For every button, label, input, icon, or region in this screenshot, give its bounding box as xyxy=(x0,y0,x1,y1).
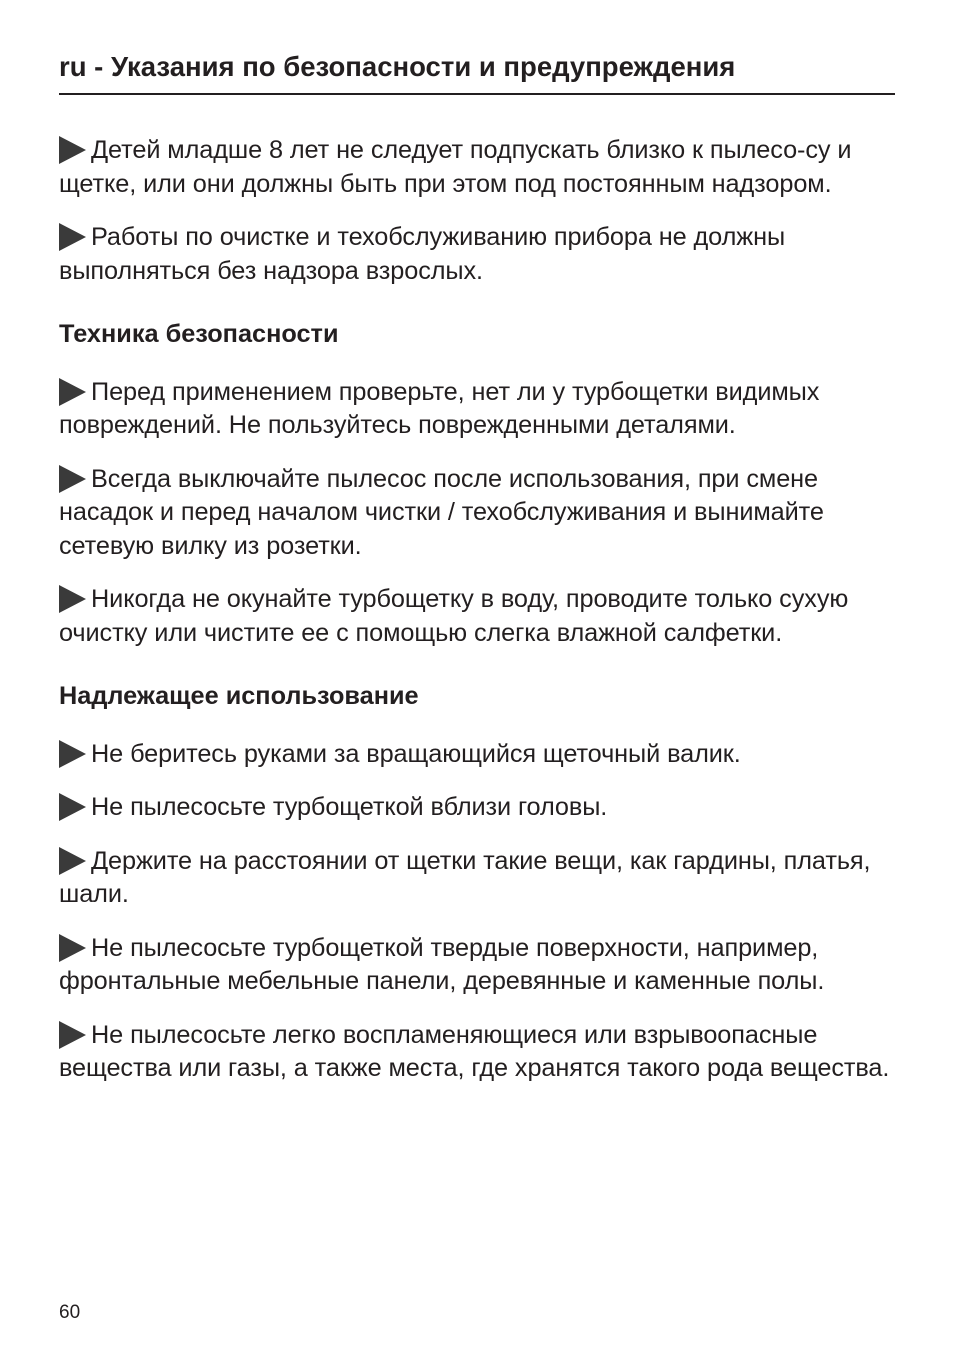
warning-text: Никогда не окунайте турбощетку в воду, проводите только сухую очистку или чистите ее с помощью слегка влажной салфетки. xyxy=(59,585,849,647)
triangle-bullet-icon xyxy=(59,934,86,962)
page-header xyxy=(59,50,895,95)
warning-item xyxy=(59,845,897,912)
warning-text: Держите на расстоянии от щетки такие вещи, как гардины, платья, шали. xyxy=(59,846,871,908)
warning-item xyxy=(59,583,897,650)
warning-text: Работы по очистке и техобслуживанию прибора не должны выполняться без надзора взрослых. xyxy=(59,223,786,285)
triangle-bullet-icon xyxy=(59,465,86,493)
warning-item xyxy=(59,738,897,772)
warning-item xyxy=(59,932,897,999)
warning-text: Не беритесь руками за вращающийся щеточный валик. xyxy=(91,739,741,768)
section-heading-safety: Техника безопасности xyxy=(59,320,339,348)
warning-item xyxy=(59,376,897,443)
warning-item xyxy=(59,463,897,564)
warning-text: Перед применением проверьте, нет ли у турбощетки видимых повреждений. Не пользуйтесь поврежденными деталями. xyxy=(59,377,820,439)
triangle-bullet-icon xyxy=(59,585,86,613)
triangle-bullet-icon xyxy=(59,793,86,821)
warning-item xyxy=(59,134,897,201)
warning-text: Всегда выключайте пылесос после использования, при смене насадок и перед началом чистки / техобслуживания и вынимайте сетевую вилку из розетки. xyxy=(59,464,824,560)
section-heading-proper-use: Надлежащее использование xyxy=(59,682,419,710)
triangle-bullet-icon xyxy=(59,740,86,768)
warning-text: Детей младше 8 лет не следует подпускать близко к пылесо-су и щетке, или они должны быть при этом под постоянным надзором. xyxy=(59,136,852,198)
triangle-bullet-icon xyxy=(59,847,86,875)
triangle-bullet-icon xyxy=(59,223,86,251)
warning-text: Не пылесосьте турбощеткой твердые поверхности, например, фронтальные мебельные панели, деревянные и каменные полы. xyxy=(59,933,825,995)
warning-text: Не пылесосьте турбощеткой вблизи головы. xyxy=(91,793,608,821)
warning-item xyxy=(59,221,897,288)
page-number: 60 xyxy=(59,1302,81,1323)
warning-item xyxy=(59,1019,897,1086)
document-body xyxy=(59,134,897,1106)
warning-text: Не пылесосьте легко воспламеняющиеся или взрывоопасные вещества или газы, а также места, где хранятся такого рода вещества. xyxy=(59,1020,890,1082)
triangle-bullet-icon xyxy=(59,378,86,406)
triangle-bullet-icon xyxy=(59,1021,86,1049)
triangle-bullet-icon xyxy=(59,136,86,164)
warning-item xyxy=(59,791,897,825)
page-title: ru - Указания по безопасности и предупреждения xyxy=(59,51,736,82)
